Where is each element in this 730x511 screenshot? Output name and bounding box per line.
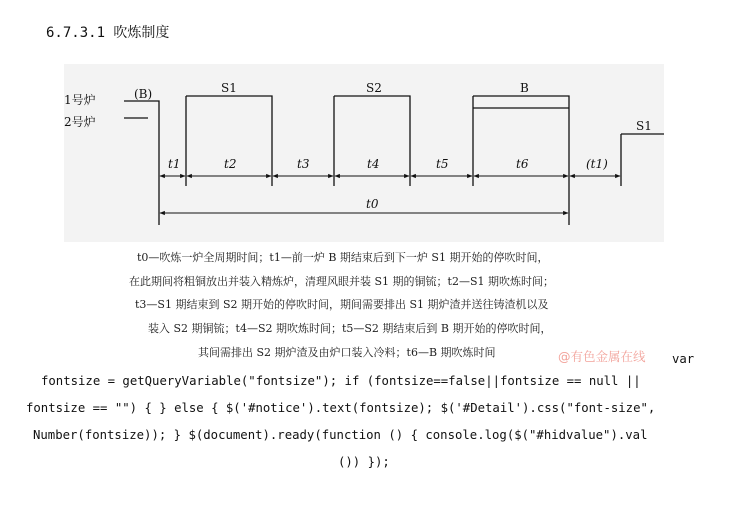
- furnace-1-signal: [124, 101, 159, 225]
- caption-line-2: 在此期间将粗铜放出并装入精炼炉，清理风眼并装 S1 期的铜锍；t2—S1 期吹炼时间；: [129, 275, 554, 288]
- label-t2: t2: [224, 157, 237, 171]
- code-line-1: var: [672, 352, 695, 366]
- caption-line-1: t0—吹炼一炉全周期时间；t1—前一炉 B 期结束后到下一炉 S1 期开始的停吹时间，: [137, 251, 549, 264]
- label-S2-top: S2: [366, 81, 382, 95]
- label-t0: t0: [366, 197, 379, 211]
- label-S1-top: S1: [221, 81, 237, 95]
- row-label-furnace-1: 1号炉: [64, 93, 96, 107]
- caption-line-5: 其间需排出 S2 期炉渣及由炉口装入冷料；t6—B 期吹炼时间: [198, 346, 496, 359]
- label-B-top: B: [520, 81, 529, 95]
- code-line-3: fontsize == "") { } else { $('#notice').text(fontsize); $('#Detail').css("font-size",: [26, 401, 656, 415]
- code-line-2: fontsize = getQueryVariable("fontsize"); if (fontsize==false||fontsize == null ||: [41, 374, 641, 388]
- label-B-paren: (B): [134, 87, 153, 101]
- label-t1-paren: (t1): [586, 157, 608, 171]
- label-t6: t6: [516, 157, 529, 171]
- row-label-furnace-2: 2号炉: [64, 115, 96, 129]
- label-t4: t4: [367, 157, 380, 171]
- caption-line-3: t3—S1 期结束到 S2 期开始的停吹时间，期间需要排出 S1 期炉渣并送往铸渣机以及: [135, 298, 549, 311]
- interval-arrows: [160, 176, 620, 213]
- caption-line-4: 装入 S2 期铜锍；t4—S2 期吹炼时间；t5—S2 期结束后到 B 期开始的停吹时间，: [148, 322, 552, 335]
- watermark: @有色金属在线: [558, 349, 646, 364]
- converter-cycle-diagram: [0, 0, 730, 250]
- section-heading: 6.7.3.1 吹炼制度: [46, 25, 170, 41]
- code-line-5: ()) });: [338, 455, 390, 469]
- label-t1: t1: [168, 157, 181, 171]
- code-line-4: Number(fontsize)); } $(document).ready(function () { console.log($("#hidvalue").val: [33, 428, 648, 442]
- label-S1-right: S1: [636, 119, 652, 133]
- label-t5: t5: [436, 157, 449, 171]
- label-t3: t3: [297, 157, 310, 171]
